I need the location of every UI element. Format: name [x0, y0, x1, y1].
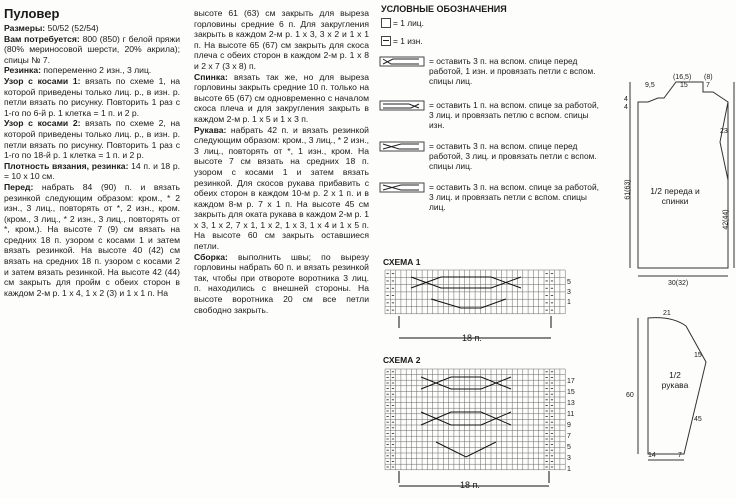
legend-item-purl: = 1 изн.	[393, 36, 423, 46]
body-dim-bottom: 30(32)	[668, 280, 689, 287]
body-dim-side-5: 42(44)	[722, 209, 730, 230]
paragraph	[194, 252, 369, 316]
legend-item-cable-4: = оставить 3 п. на вспом. спице за работой, 3 лиц. и провязать петли с вспом. спицы лиц.	[429, 182, 599, 212]
symbol-purl	[381, 36, 391, 46]
schema-2-title: СХЕМА 2	[383, 355, 421, 365]
schema-1-title: СХЕМА 1	[383, 257, 421, 267]
body-dim-top-4: (8)	[704, 74, 713, 81]
schema-2-row-label: 9	[567, 422, 571, 429]
paragraph	[4, 161, 180, 182]
text-column-2	[194, 8, 369, 315]
body-dim-side-2: 4	[624, 104, 628, 111]
paragraph	[4, 65, 180, 76]
paragraph-heading: Узор с косами 2:	[4, 118, 81, 129]
paragraph-text: набрать 84 (90) п. и вязать резинкой следующим образом: кром., * 2 изн., 3 лиц., повторять от *, 2 изн., кром. (кром., 3 лиц., * 2 изн., 3 лиц., повторять от *, кром.). На высоте 7 (9) см вязать на средних 18 п. узором с косами 1 и затем вязать резинкой. На высоте 40 (42) см вязать на средних 18 п. узором с косами 2 и затем вязать резинкой. На высоте 42 (44) см закрыть для пройм с обеих сторон в каждом 2-м р. 1 х 4, 1 х 2 (3) и 1 х 1 п. На	[4, 181, 180, 298]
body-dim-side-3: 23	[720, 128, 728, 135]
sleeve-pattern-diagram	[622, 316, 722, 466]
paragraph	[4, 34, 180, 66]
schema-2-row-label: 11	[567, 411, 575, 418]
paragraph-heading: Спинка:	[194, 71, 228, 82]
schema-2-row-label: 17	[567, 378, 575, 385]
schema-1-row-5: 5	[567, 279, 571, 286]
paragraph	[4, 76, 180, 118]
paragraph-text: набрать 42 п. и вязать резинкой следующим образом: кром., 3 лиц., * 2 изн., 3 лиц., повторять от *, 1 изн., кром. На высоте 7 см вязать на средних 18 п. узором с косами 1 и затем вязать резинкой. Для скосов рукава прибавить с обеих сторон в каждом 10-м р. 2 х 1 п. и в каждом 8-м р. 7 х 1 п. На высоте 45 см закрыть для оката рукава в каждом 2-м р. 1 х 3, 1 х 2, 7 х 1, 1 х 2, 1 х 3, 1 х 4 и 1 х 5 п. На высоте 60 см закрыть оставшиеся петли.	[194, 124, 369, 252]
schema-2-row-label: 7	[567, 433, 571, 440]
paragraph-text: вязать так же, но для выреза горловины закрыть средние 10 п. только на высоте 65 (67) см одновременно с началом скоса плеча и для закругления закрыть в каждом 2-м р. 1 х 5 и 1 х 3 п.	[194, 71, 369, 124]
legend-item-knit: = 1 лиц.	[393, 18, 424, 28]
paragraph-heading: Вам потребуется:	[4, 33, 80, 44]
paragraph-heading: Резинка:	[4, 65, 41, 76]
legend-title: УСЛОВНЫЕ ОБОЗНАЧЕНИЯ	[381, 4, 507, 14]
paragraph-text: 50/52 (52/54)	[45, 23, 99, 33]
schema-2-row-label: 3	[567, 455, 571, 462]
schema-2-row-label: 1	[567, 466, 571, 473]
sleeve-dim-bottom-2: 7	[678, 452, 682, 459]
symbol-knit	[381, 18, 391, 28]
schema-2-row-label: 5	[567, 444, 571, 451]
schema-1-width: 18 п.	[462, 333, 482, 343]
paragraph	[194, 8, 369, 72]
paragraph-text: высоте 61 (63) см закрыть для выреза горловины средние 6 п. Для закругления закрыть в каждом 2-м р. 1 х 3, 3 х 2 и 1 х 1 п. На высоте 65 (67) см закрыть для скоса плеча с обеих сторон в каждом 2-м р. 1 х 8 и 2 х 7 (3 х 8) п.	[194, 8, 369, 71]
schema-1-row-3: 3	[567, 289, 571, 296]
sleeve-dim-top: 21	[663, 310, 671, 317]
body-dim-top-5: 7	[706, 82, 710, 89]
paragraph	[194, 72, 369, 125]
text-column-1	[4, 23, 180, 298]
sleeve-dim-side-15: 15	[694, 352, 702, 359]
paragraph	[4, 182, 180, 299]
body-dim-top-2: (16,5)	[673, 74, 692, 81]
body-dim-top-1: 9,5	[645, 82, 655, 89]
paragraph	[4, 118, 180, 160]
body-label: 1/2 переда и спинки	[650, 186, 700, 206]
paragraph-heading: Рукава:	[194, 124, 227, 135]
paragraph-heading: Плотность вязания, резинка:	[4, 160, 129, 171]
paragraph-text: 14 п. и 18 р. = 10 х 10 см.	[4, 160, 180, 182]
paragraph-heading: Сборка:	[194, 251, 228, 262]
body-dim-top-3: 15	[680, 82, 688, 89]
paragraph-text: 800 (850) г белой пряжи (80% мериносовой шерсти, 20% акрила); спицы № 7.	[4, 33, 180, 65]
paragraph-text: попеременно 2 изн., 3 лиц.	[41, 65, 152, 76]
sleeve-label: 1/2 рукава	[661, 370, 689, 390]
sleeve-dim-bottom-1: 14	[648, 452, 656, 459]
body-dim-side-4: 61(63)	[624, 179, 632, 200]
schema-2-width: 18 п.	[460, 480, 480, 490]
cable-symbols	[379, 56, 427, 204]
paragraph	[194, 125, 369, 252]
schema-1-row-1: 1	[567, 299, 571, 306]
body-dim-side-1: 4	[624, 96, 628, 103]
paragraph-heading: Узор с косами 1:	[4, 75, 81, 86]
legend-item-cable-2: = оставить 1 п. на вспом. спице за работой, 3 лиц. и провязать петлю с вспом. спицы изн.	[429, 100, 599, 130]
schema-2-grid	[381, 367, 581, 497]
sleeve-dim-side-60: 60	[626, 392, 634, 399]
paragraph	[4, 23, 180, 34]
legend-item-cable-3: = оставить 3 п. на вспом. спице перед работой, 3 лиц. и провязать петли с вспом. спицы лиц.	[429, 141, 597, 171]
page-title: Пуловер	[4, 6, 60, 21]
paragraph-text: вязать по схеме 2, на которой приведены только лиц. р., в изн. р. петли вязать по рисунку. Повторить 1 раз с 1-го по 18-й р. 1 клетка = 1 п. и 2 р.	[4, 118, 180, 161]
paragraph-heading: Перед:	[4, 181, 34, 192]
schema-2-row-label: 15	[567, 389, 575, 396]
sleeve-dim-side-45: 45	[694, 416, 702, 423]
paragraph-text: вязать по схеме 1, на которой приведены только лиц. р., в изн. р. петли вязать по рисунку. Повторить 1 раз с 1-го по 6-й р. 1 клетка = 1 п. и 2 р.	[4, 75, 180, 118]
paragraph-heading: Размеры:	[4, 23, 46, 33]
paragraph-text: выполнить швы; по вырезу горловины набрать 60 п. и вязать резинкой так, чтобы при отвороте воротника 3 лиц. п. находились с внешней стороны. На высоте воротника 20 см все петли свободно закрыть.	[194, 251, 369, 315]
legend-item-cable-1: = оставить 3 п. на вспом. спице перед работой, 1 изн. и провязать петли с вспом. спицы лиц.	[429, 56, 596, 86]
schema-2-row-label: 13	[567, 400, 575, 407]
